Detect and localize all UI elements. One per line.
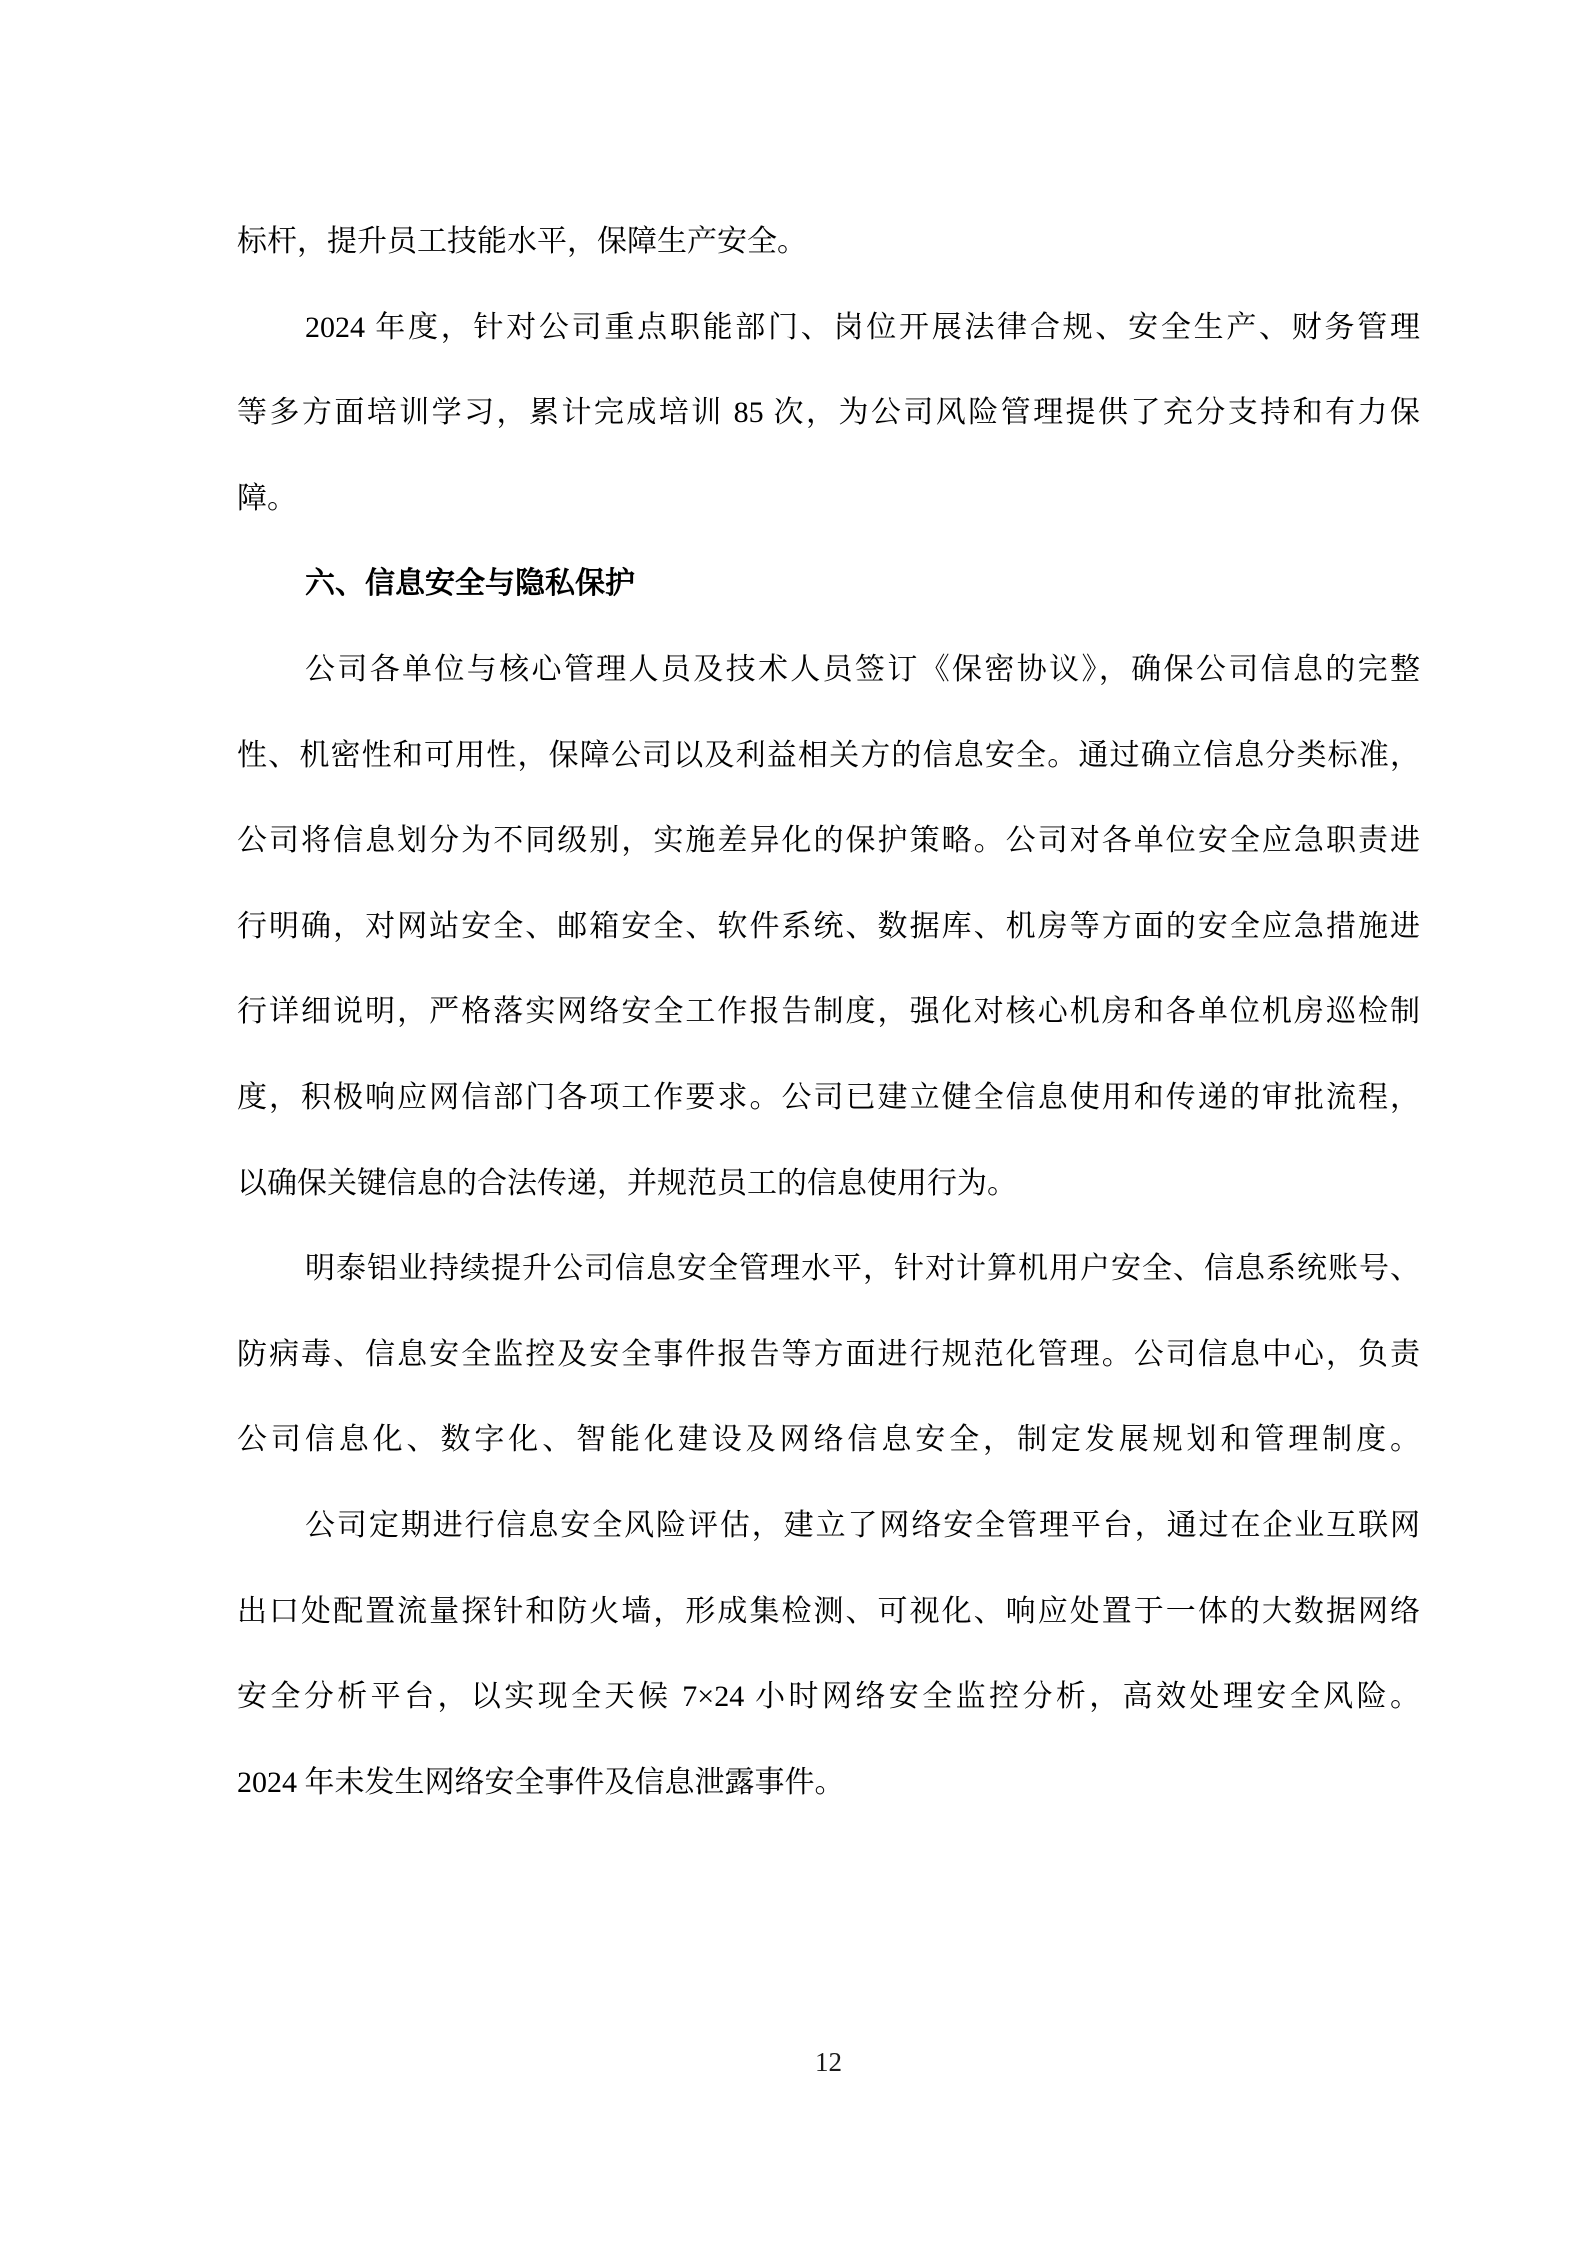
text-line: 六、信息安全与隐私保护 [305,567,635,601]
text-line: 明泰铝业持续提升公司信息安全管理水平，针对计算机用户安全、信息系统账号、 [305,1252,1420,1286]
paragraph [237,199,1420,285]
text-line: 公司将信息划分为不同级别，实施差异化的保护策略。公司对各单位安全应急职责进 [237,824,1420,858]
section-heading [237,541,1420,627]
text-line: 性、机密性和可用性，保障公司以及利益相关方的信息安全。通过确立信息分类标准， [237,738,1420,772]
text-line: 等多方面培训学习，累计完成培训 85 次，为公司风险管理提供了充分支持和有力保 [237,396,1420,430]
page-footer [237,2042,1420,2082]
paragraph [237,285,1420,542]
paragraph [237,1226,1420,1483]
text-line: 2024 年度，针对公司重点职能部门、岗位开展法律合规、安全生产、财务管理 [305,310,1420,344]
text-line: 以确保关键信息的合法传递，并规范员工的信息使用行为。 [237,1166,1017,1200]
page-number: 12 [815,2047,842,2077]
text-line: 标杆，提升员工技能水平，保障生产安全。 [237,225,807,258]
text-line: 行明确，对网站安全、邮箱安全、软件系统、数据库、机房等方面的安全应急措施进 [237,909,1420,943]
text-line: 行详细说明，严格落实网络安全工作报告制度，强化对核心机房和各单位机房巡检制 [237,995,1420,1029]
paragraph [237,1483,1420,1825]
text-line: 度，积极响应网信部门各项工作要求。公司已建立健全信息使用和传递的审批流程， [237,1080,1420,1114]
text-line: 障。 [237,481,297,515]
text-line: 公司定期进行信息安全风险评估，建立了网络安全管理平台，通过在企业互联网 [305,1508,1420,1542]
text-line: 出口处配置流量探针和防火墙，形成集检测、可视化、响应处置于一体的大数据网络 [237,1594,1420,1628]
document-content [237,199,1420,1825]
paragraph [237,627,1420,1226]
text-line: 公司信息化、数字化、智能化建设及网络信息安全，制定发展规划和管理制度。 [237,1423,1420,1457]
text-line: 防病毒、信息安全监控及安全事件报告等方面进行规范化管理。公司信息中心，负责 [237,1337,1420,1371]
text-line: 公司各单位与核心管理人员及技术人员签订《保密协议》，确保公司信息的完整 [305,652,1420,686]
text-line: 2024 年未发生网络安全事件及信息泄露事件。 [237,1765,845,1799]
text-line: 安全分析平台，以实现全天候 7×24 小时网络安全监控分析，高效处理安全风险。 [237,1680,1420,1714]
